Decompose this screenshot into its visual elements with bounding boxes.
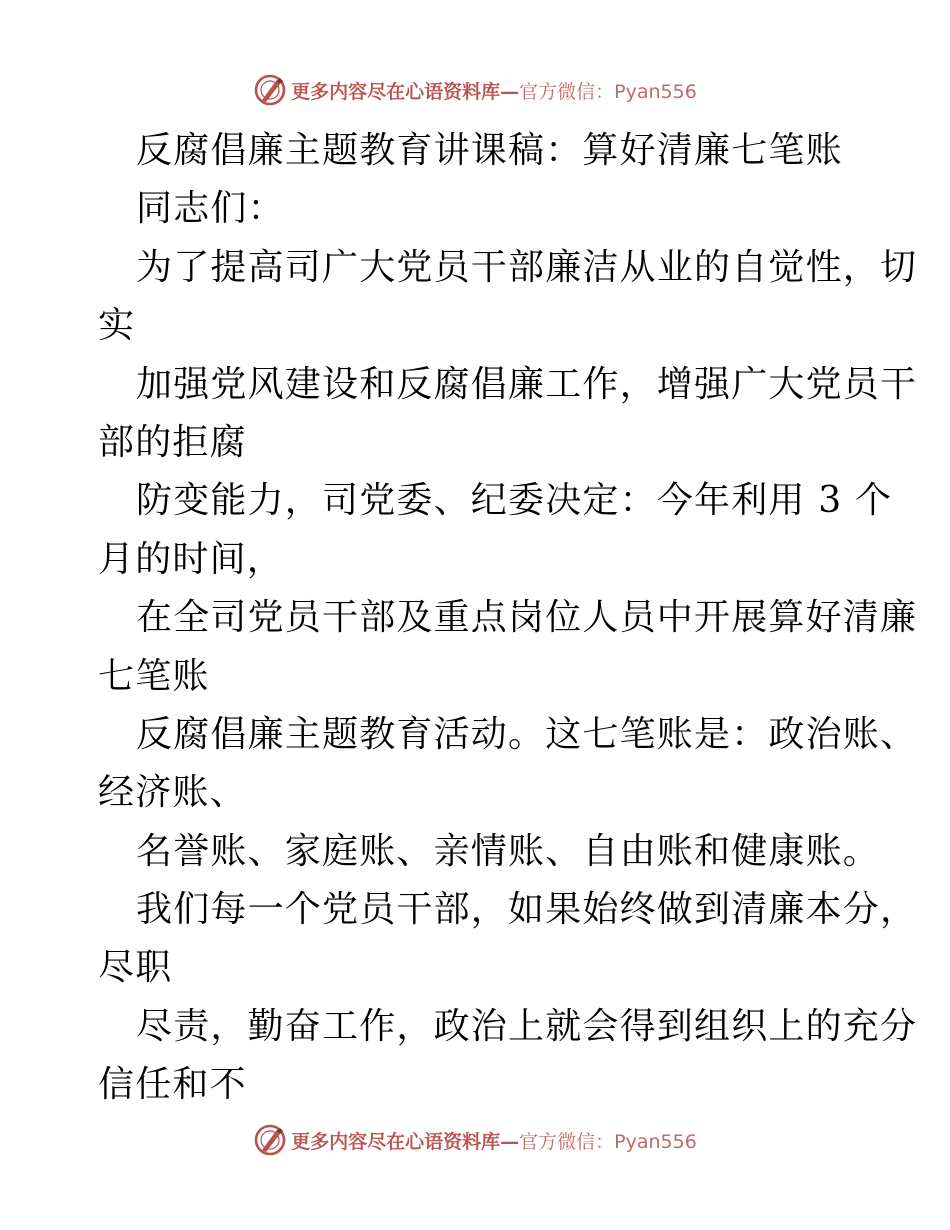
paragraph-line: 在全司党员干部及重点岗位人员中开展算好清廉 — [136, 597, 918, 639]
paragraph-line: 信任和不 — [98, 1064, 247, 1106]
paragraph-line: 尽责，勤奋工作，政治上就会得到组织上的充分 — [136, 1005, 918, 1047]
title-line: 反腐倡廉主题教育讲课稿：算好清廉七笔账 — [136, 130, 843, 171]
paragraph-line: 反腐倡廉主题教育活动。这七笔账是：政治账、 — [136, 713, 918, 755]
pen-nib-logo-icon — [253, 1123, 287, 1157]
footer-banner — [0, 1120, 950, 1160]
paragraph-line: 月的时间， — [98, 538, 285, 580]
header-banner-text: 更多内容尽在心语资料库—官方微信：Pyan556 — [291, 80, 697, 103]
paragraph-line: 防变能力，司党委、纪委决定：今年利用 3 个 — [136, 480, 893, 522]
paragraph-line: 尽职 — [98, 947, 173, 989]
paragraph-line: 实 — [98, 305, 136, 347]
paragraph-line: 七笔账 — [98, 655, 210, 697]
paragraph-line: 加强党风建设和反腐倡廉工作，增强广大党员干 — [136, 363, 918, 405]
salutation-line: 同志们： — [136, 188, 285, 230]
paragraph-line: 部的拒腐 — [98, 421, 247, 463]
paragraph-line: 我们每一个党员干部，如果始终做到清廉本分， — [136, 889, 918, 931]
paragraph-line: 经济账、 — [98, 772, 247, 814]
document-body — [98, 122, 918, 1115]
paragraph-line: 为了提高司广大党员干部廉洁从业的自觉性，切 — [136, 246, 918, 288]
pen-nib-logo-icon — [253, 73, 287, 107]
paragraph-line: 名誉账、家庭账、亲情账、自由账和健康账。 — [136, 830, 881, 872]
footer-banner-text: 更多内容尽在心语资料库—官方微信：Pyan556 — [291, 1130, 697, 1153]
header-banner — [0, 70, 950, 110]
